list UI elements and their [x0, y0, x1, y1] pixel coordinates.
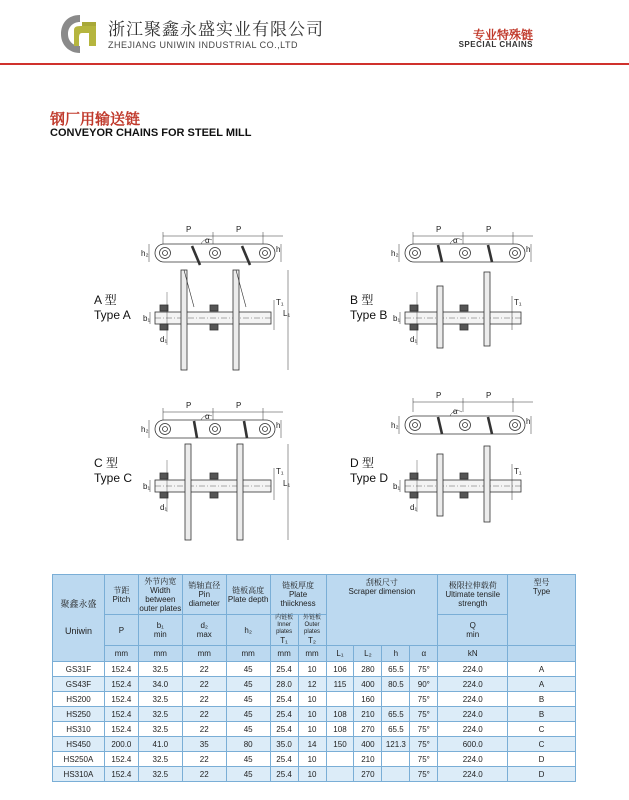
model-cell: HS200	[53, 692, 105, 707]
a-alpha-label: α	[205, 236, 210, 245]
d-pitch-label-1: P	[436, 391, 442, 400]
value-cell: C	[508, 722, 576, 737]
value-cell: 45	[226, 677, 270, 692]
value-cell: 200.0	[104, 737, 138, 752]
pitch-header	[104, 575, 138, 615]
d-d1-label: d₁	[410, 503, 418, 512]
value-cell	[326, 752, 354, 767]
model-cell: HS310	[53, 722, 105, 737]
brand-cn: 聚鑫永盛	[60, 599, 97, 609]
value-cell: 80.5	[382, 677, 410, 692]
value-cell: 400	[354, 737, 382, 752]
tensile-cn: 极限拉伸载荷	[448, 581, 497, 590]
inner-plate-symbol: 内链板 Inner plates T₁	[270, 615, 298, 646]
type-b-cn: B 型	[350, 293, 374, 307]
type-en: Type	[532, 587, 551, 596]
value-cell: 150	[326, 737, 354, 752]
value-cell: 32.5	[138, 722, 182, 737]
value-cell: 224.0	[438, 707, 508, 722]
value-cell: 12	[298, 677, 326, 692]
value-cell: 210	[354, 752, 382, 767]
a-l-label: L₁	[283, 309, 291, 318]
value-cell: 108	[326, 722, 354, 737]
value-cell: D	[508, 752, 576, 767]
c-h-label: h	[276, 421, 281, 430]
value-cell: 224.0	[438, 752, 508, 767]
table-row	[53, 737, 576, 752]
a-d1-label: d₁	[160, 335, 168, 344]
model-cell: HS250A	[53, 752, 105, 767]
value-cell: 25.4	[270, 692, 298, 707]
value-cell: 28.0	[270, 677, 298, 692]
model-cell: HS310A	[53, 767, 105, 782]
value-cell: 45	[226, 692, 270, 707]
value-cell: 25.4	[270, 752, 298, 767]
tensile-header	[438, 575, 508, 615]
value-cell: B	[508, 692, 576, 707]
model-cell: HS450	[53, 737, 105, 752]
c-t-label: T₁	[276, 467, 284, 476]
value-cell: 152.4	[104, 677, 138, 692]
specification-table	[52, 574, 576, 782]
depth-en: Plate depth	[227, 594, 269, 604]
a-h2-label: h₂	[141, 249, 149, 258]
value-cell: 45	[226, 707, 270, 722]
value-cell: 65.5	[382, 707, 410, 722]
type-c-en: Type C	[94, 471, 133, 485]
value-cell: 25.4	[270, 662, 298, 677]
b-h2-label: h₂	[391, 249, 399, 258]
type-d-cn: D 型	[350, 456, 375, 470]
value-cell: 224.0	[438, 722, 508, 737]
value-cell: 75°	[410, 737, 438, 752]
value-cell: 10	[298, 692, 326, 707]
value-cell: 90°	[410, 677, 438, 692]
section-title-cn: 钢厂用输送链	[50, 111, 141, 128]
scraper-en: Scraper dimension	[348, 587, 416, 596]
model-cell: GS31F	[53, 662, 105, 677]
b-h-label: h	[526, 245, 531, 254]
thickness-en: Plate thiickness	[280, 590, 316, 608]
table-row	[53, 722, 576, 737]
type-a-cn: A 型	[94, 293, 117, 307]
value-cell	[382, 767, 410, 782]
value-cell: 25.4	[270, 722, 298, 737]
type-c-drawing	[149, 408, 291, 540]
value-cell: 75°	[410, 767, 438, 782]
value-cell: 224.0	[438, 662, 508, 677]
type-c-side-view	[149, 408, 283, 438]
value-cell: 10	[298, 752, 326, 767]
type-d-top-view	[400, 446, 521, 522]
value-cell: 270	[354, 722, 382, 737]
scraper-header	[326, 575, 438, 646]
d-t-label: T₁	[514, 467, 522, 476]
value-cell: C	[508, 737, 576, 752]
model-cell: GS43F	[53, 677, 105, 692]
b-pitch-label-2: P	[486, 225, 492, 234]
value-cell: 75°	[410, 692, 438, 707]
d-alpha-label: α	[453, 407, 458, 416]
pin-cn: 销轴直径	[188, 581, 221, 590]
pitch-cn: 节距	[113, 585, 130, 595]
value-cell: 45	[226, 767, 270, 782]
type-header	[508, 575, 576, 646]
value-cell: 35.0	[270, 737, 298, 752]
value-cell: 10	[298, 662, 326, 677]
b-pitch-label-1: P	[436, 225, 442, 234]
b-t-label: T₁	[514, 298, 522, 307]
value-cell: D	[508, 767, 576, 782]
a-h-label: h	[276, 245, 281, 254]
p-symbol: P	[104, 615, 138, 646]
d-h2-label: h₂	[391, 421, 399, 430]
pin-header	[182, 575, 226, 615]
thickness-cn: 链板厚度	[282, 581, 315, 590]
value-cell: 25.4	[270, 767, 298, 782]
value-cell: 106	[326, 662, 354, 677]
value-cell: 65.5	[382, 722, 410, 737]
value-cell: 80	[226, 737, 270, 752]
value-cell: 32.5	[138, 767, 182, 782]
value-cell: 41.0	[138, 737, 182, 752]
c-h2-label: h₂	[141, 425, 149, 434]
thickness-header	[270, 575, 326, 615]
value-cell: 121.3	[382, 737, 410, 752]
value-cell: 210	[354, 707, 382, 722]
q-symbol: Q min	[438, 615, 508, 646]
company-name-cn: 浙江聚鑫永盛实业有限公司	[108, 20, 324, 39]
value-cell: 22	[182, 677, 226, 692]
table-body	[53, 662, 576, 782]
value-cell: 22	[182, 767, 226, 782]
value-cell: 22	[182, 722, 226, 737]
value-cell	[326, 692, 354, 707]
table-row	[53, 752, 576, 767]
value-cell: 22	[182, 692, 226, 707]
h2-symbol: h₂	[226, 615, 270, 646]
value-cell	[382, 752, 410, 767]
a-pitch-label-2: P	[236, 225, 242, 234]
b1-symbol: b₁ min	[138, 615, 182, 646]
width-en: Width between outer plates	[139, 585, 182, 613]
type-a-top-view	[150, 270, 291, 370]
value-cell: 152.4	[104, 707, 138, 722]
value-cell: A	[508, 677, 576, 692]
value-cell: 224.0	[438, 677, 508, 692]
type-a-en: Type A	[94, 308, 131, 322]
value-cell: 35	[182, 737, 226, 752]
value-cell: 152.4	[104, 752, 138, 767]
d-pitch-label-2: P	[486, 391, 492, 400]
c-pitch-label-1: P	[186, 401, 192, 410]
value-cell: B	[508, 707, 576, 722]
value-cell: 75°	[410, 707, 438, 722]
units-row: mm mm mm mm mm mm L₁ L₂ h α kN	[53, 646, 576, 662]
type-cn: 型号	[533, 578, 550, 587]
type-a-side-view	[149, 232, 283, 265]
d2-symbol: d₂ max	[182, 615, 226, 646]
b-d1-label: d₁	[410, 335, 418, 344]
model-cell: HS250	[53, 707, 105, 722]
value-cell: 32.5	[138, 707, 182, 722]
value-cell: 14	[298, 737, 326, 752]
type-b-side-view	[399, 232, 533, 262]
value-cell: 108	[326, 707, 354, 722]
dimension-labels	[141, 225, 530, 512]
value-cell: 45	[226, 662, 270, 677]
value-cell: 152.4	[104, 662, 138, 677]
c-l-label: L₁	[283, 479, 291, 488]
value-cell: 152.4	[104, 767, 138, 782]
pin-en: Pin diameter	[188, 590, 220, 608]
value-cell: 45	[226, 752, 270, 767]
category-en: SPECIAL CHAINS	[458, 40, 533, 49]
brand-en: Uniwin	[64, 626, 92, 636]
type-b-drawing	[399, 232, 533, 348]
table-row	[53, 662, 576, 677]
type-d-en: Type D	[350, 471, 389, 485]
type-d-drawing	[399, 398, 533, 522]
value-cell: 400	[354, 677, 382, 692]
value-cell: 160	[354, 692, 382, 707]
value-cell: 22	[182, 662, 226, 677]
b-b1-label: b₁	[393, 314, 401, 323]
value-cell: 270	[354, 767, 382, 782]
brand-header	[53, 575, 105, 662]
b-alpha-label: α	[453, 236, 458, 245]
width-cn: 外节内宽	[144, 576, 177, 586]
value-cell: 600.0	[438, 737, 508, 752]
type-c-top-view	[150, 444, 291, 540]
table-row	[53, 677, 576, 692]
value-cell: 224.0	[438, 692, 508, 707]
table-row	[53, 692, 576, 707]
value-cell: 10	[298, 707, 326, 722]
pitch-en: Pitch	[112, 594, 131, 604]
value-cell: 22	[182, 707, 226, 722]
table-row	[53, 707, 576, 722]
value-cell: 10	[298, 722, 326, 737]
value-cell: 22	[182, 752, 226, 767]
type-b-top-view	[400, 272, 521, 348]
c-b1-label: b₁	[143, 482, 151, 491]
depth-cn: 链板高度	[232, 585, 265, 595]
type-a-drawing	[149, 232, 291, 370]
value-cell: 224.0	[438, 767, 508, 782]
value-cell: 152.4	[104, 722, 138, 737]
section-title-en: CONVEYOR CHAINS FOR STEEL MILL	[50, 127, 252, 139]
a-b1-label: b₁	[143, 314, 151, 323]
value-cell: 45	[226, 722, 270, 737]
value-cell: 152.4	[104, 692, 138, 707]
d-h-label: h	[526, 417, 531, 426]
value-cell: 32.5	[138, 752, 182, 767]
d-b1-label: b₁	[393, 482, 401, 491]
type-c-cn: C 型	[94, 456, 119, 470]
value-cell: 75°	[410, 722, 438, 737]
type-b-en: Type B	[350, 308, 388, 322]
value-cell: 32.5	[138, 692, 182, 707]
c-d1-label: d₁	[160, 503, 168, 512]
depth-header	[226, 575, 270, 615]
value-cell: 10	[298, 767, 326, 782]
c-alpha-label: α	[205, 412, 210, 421]
value-cell: 34.0	[138, 677, 182, 692]
value-cell	[382, 692, 410, 707]
value-cell: 75°	[410, 662, 438, 677]
value-cell: 280	[354, 662, 382, 677]
value-cell: 32.5	[138, 662, 182, 677]
value-cell	[326, 767, 354, 782]
company-name-en: ZHEJIANG UNIWIN INDUSTRIAL CO.,LTD	[108, 40, 299, 50]
c-pitch-label-2: P	[236, 401, 242, 410]
type-d-side-view	[399, 398, 533, 434]
table-row	[53, 767, 576, 782]
width-header	[138, 575, 182, 615]
tensile-en: Ultimate tensile strength	[445, 590, 501, 608]
a-t-label: T₁	[276, 298, 284, 307]
scraper-cn: 刮板尺寸	[365, 578, 398, 587]
outer-plate-symbol: 外链板 Outer plates T₂	[298, 615, 326, 646]
a-pitch-label-1: P	[186, 225, 192, 234]
value-cell: A	[508, 662, 576, 677]
value-cell: 65.5	[382, 662, 410, 677]
value-cell: 75°	[410, 752, 438, 767]
value-cell: 115	[326, 677, 354, 692]
category-cn: 专业特殊链	[472, 28, 533, 42]
value-cell: 25.4	[270, 707, 298, 722]
